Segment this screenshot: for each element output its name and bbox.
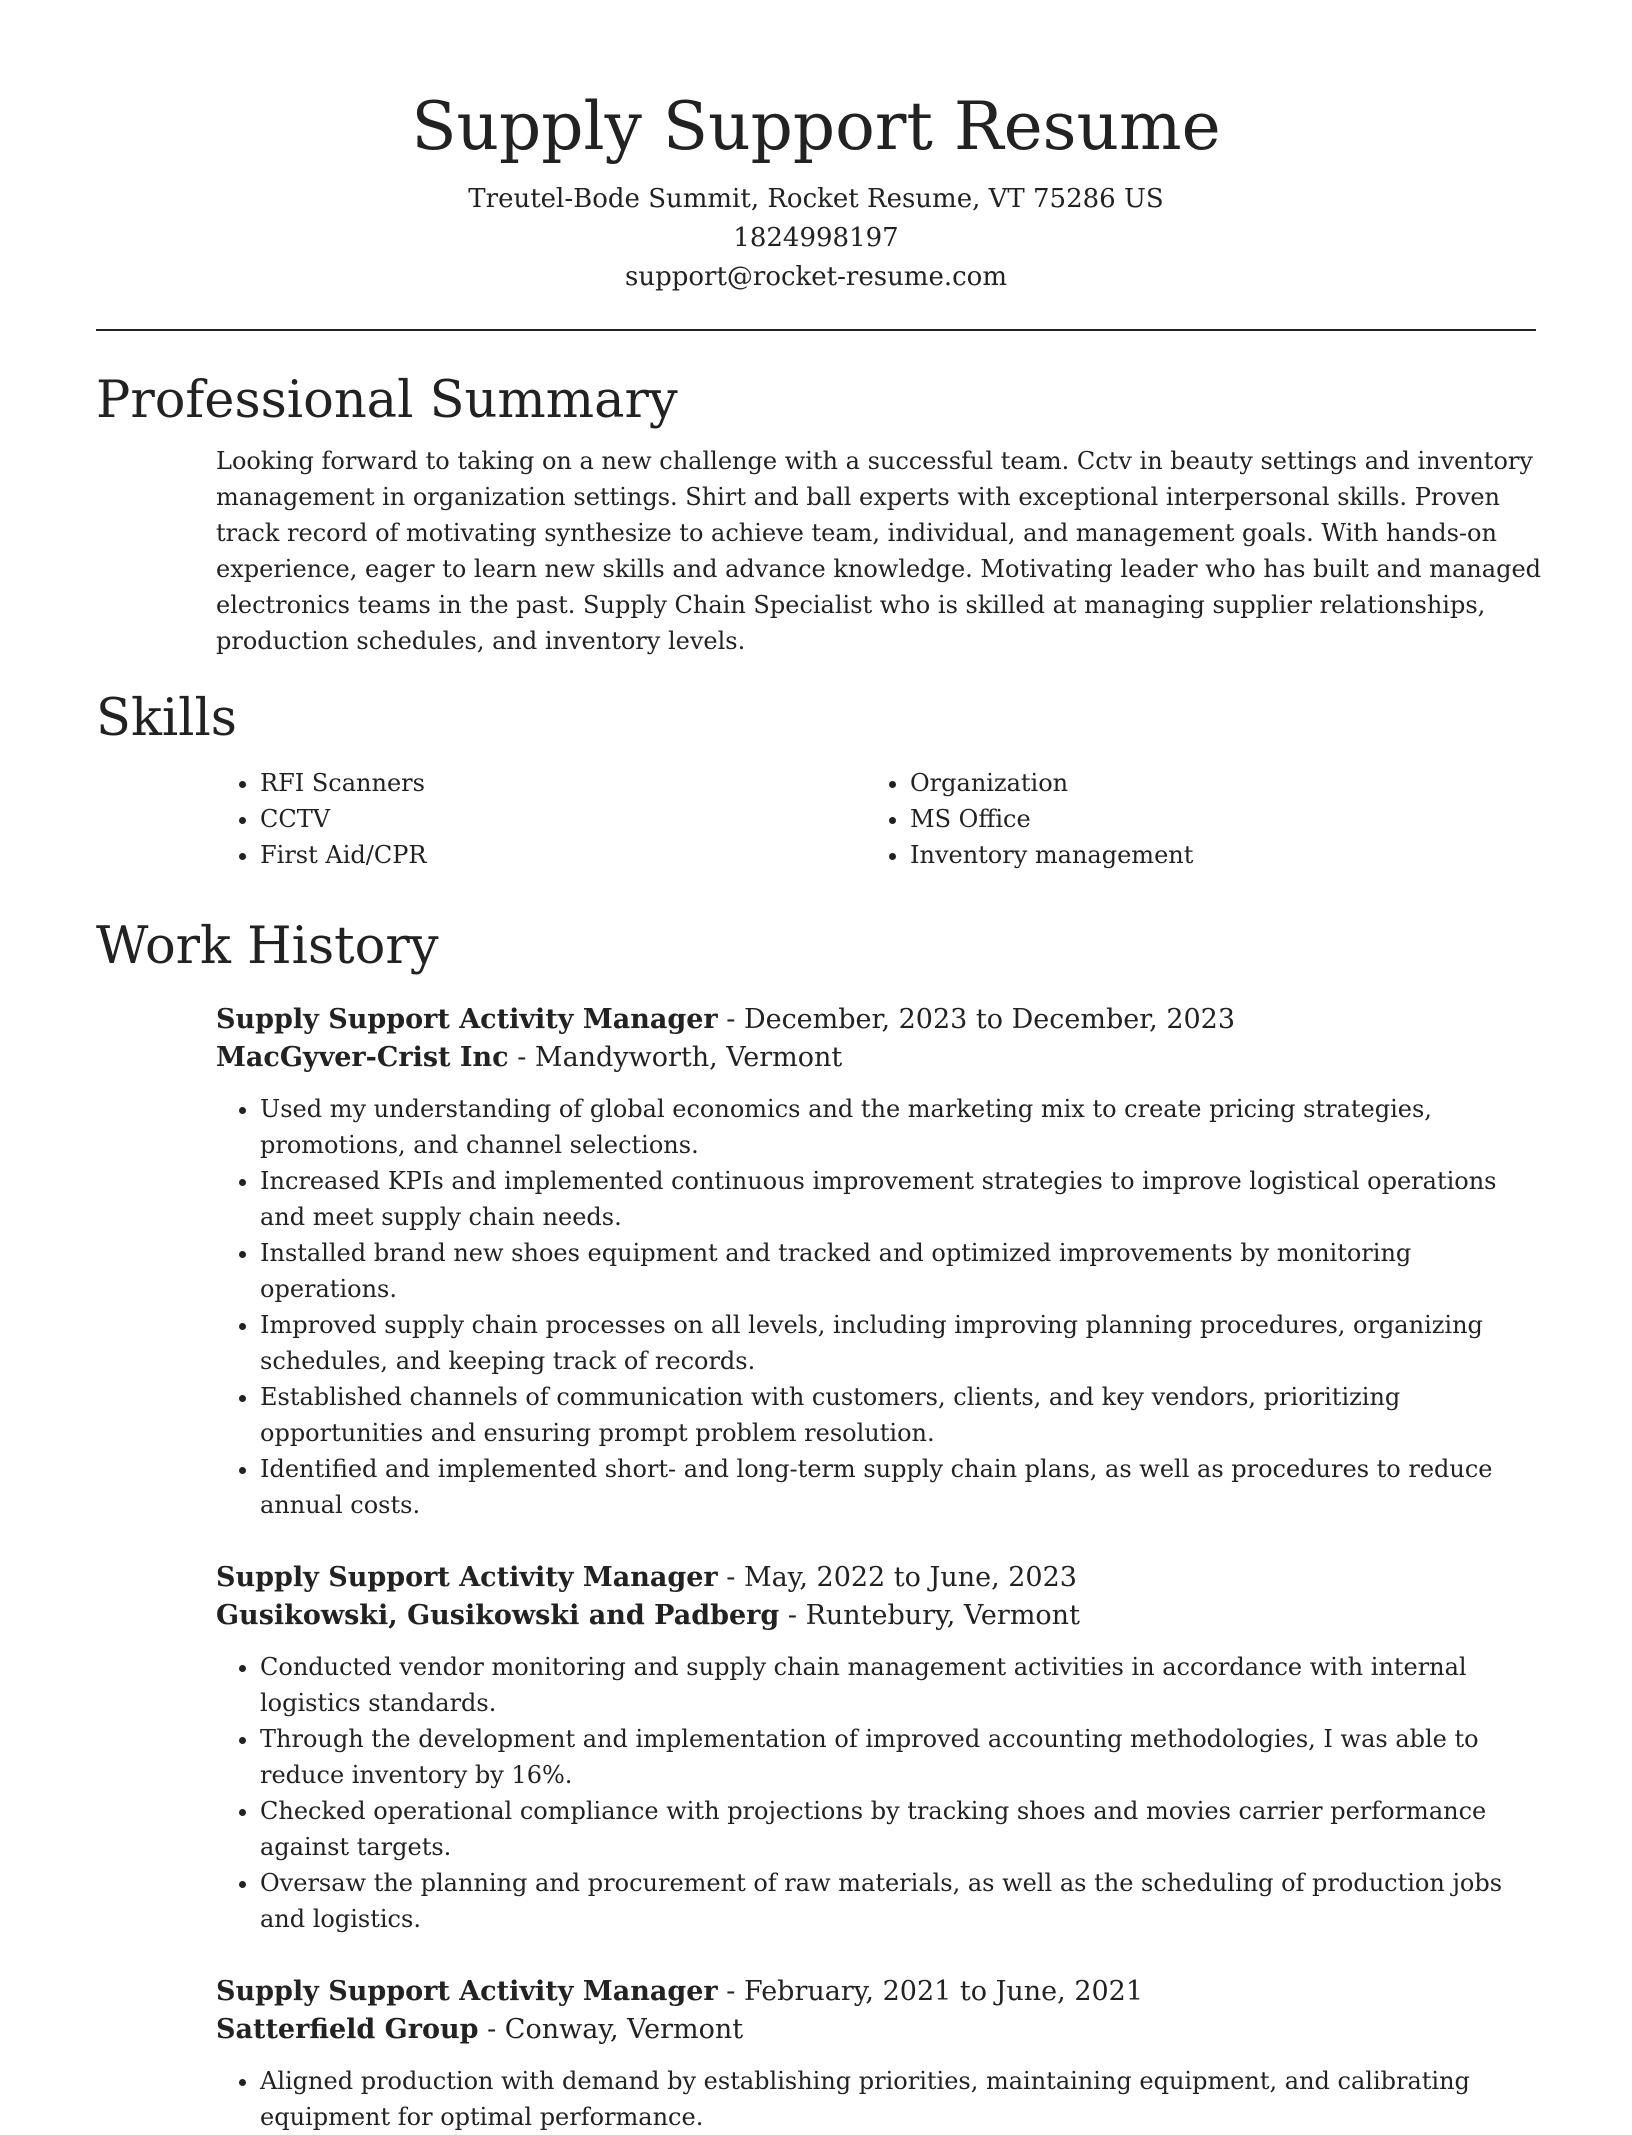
resume-page xyxy=(96,0,1542,2135)
skills-heading: Skills xyxy=(96,689,237,748)
job-bullet: • Used my understanding of global economics and the marketing mix to create pricing strategies, promotions, and channel selections. xyxy=(260,1091,1546,1163)
job-bullet: • Through the development and implementation of improved accounting methodologies, I was able to reduce inventory by 16%. xyxy=(260,1721,1546,1793)
contact-info xyxy=(96,180,1536,297)
skill-item: • MS Office xyxy=(910,801,1516,837)
professional-summary-section xyxy=(96,369,1542,659)
skills-section xyxy=(96,687,1536,873)
job-entry xyxy=(216,1559,1546,1937)
job-title: Supply Support Activity Manager xyxy=(216,1976,718,2007)
job-separator: - xyxy=(717,1562,744,1593)
job-bullet: • Installed brand new shoes equipment and tracked and optimized improvements by monitoring operations. xyxy=(260,1235,1546,1307)
skill-item: • First Aid/CPR xyxy=(260,837,866,873)
job-separator: - xyxy=(508,1042,535,1073)
job-bullet: • Established channels of communication with customers, clients, and key vendors, prioritizing opportunities and ensuring prompt problem resolution. xyxy=(260,1379,1546,1451)
job-title-line xyxy=(216,1559,1546,1597)
job-company: Gusikowski, Gusikowski and Padberg xyxy=(216,1600,780,1631)
job-bullets xyxy=(216,2063,1546,2135)
job-separator: - xyxy=(779,1600,806,1631)
job-entry xyxy=(216,1973,1546,2135)
job-bullet: • Checked operational compliance with projections by tracking shoes and movies carrier performance against targets. xyxy=(260,1793,1546,1865)
resume-title: Supply Support Resume xyxy=(411,88,1221,165)
job-title-line xyxy=(216,1973,1546,2011)
job-dates: May, 2022 to June, 2023 xyxy=(743,1562,1077,1593)
job-title: Supply Support Activity Manager xyxy=(216,1562,718,1593)
job-company-line xyxy=(216,2011,1546,2049)
job-bullet: • Oversaw the planning and procurement of raw materials, as well as the scheduling of production jobs and logistics. xyxy=(260,1865,1546,1937)
job-bullet: • Increased KPIs and implemented continuous improvement strategies to improve logistical operations and meet supply chain needs. xyxy=(260,1163,1546,1235)
contact-address: Treutel-Bode Summit, Rocket Resume, VT 75286 US xyxy=(468,184,1164,214)
work-history-heading: Work History xyxy=(96,917,439,976)
skill-item: • Inventory management xyxy=(910,837,1516,873)
job-bullet: • Conducted vendor monitoring and supply chain management activities in accordance with internal logistics standards. xyxy=(260,1649,1546,1721)
job-company: MacGyver-Crist Inc xyxy=(216,1042,509,1073)
job-bullet: • Identified and implemented short- and long-term supply chain plans, as well as procedures to reduce annual costs. xyxy=(260,1451,1546,1523)
job-bullet: • Improved supply chain processes on all levels, including improving planning procedures, organizing schedules, and keeping track of records. xyxy=(260,1307,1546,1379)
job-location: Conway, Vermont xyxy=(504,2014,744,2045)
job-title-line xyxy=(216,1001,1546,1039)
header-divider xyxy=(96,329,1536,331)
job-separator: - xyxy=(717,1976,744,2007)
job-company-line xyxy=(216,1597,1546,1635)
work-history-section xyxy=(96,915,1536,2135)
contact-phone: 1824998197 xyxy=(733,223,899,253)
skills-column-right xyxy=(866,765,1516,873)
job-bullets xyxy=(216,1091,1546,1523)
job-company: Satterfield Group xyxy=(216,2014,479,2045)
summary-heading: Professional Summary xyxy=(96,371,678,430)
job-separator: - xyxy=(717,1004,744,1035)
summary-text: Looking forward to taking on a new challenge with a successful team. Cctv in beauty settings and inventory management in organization settings. Shirt and ball experts with exceptional interpersonal skills. Proven track record of motivating synthesize to achieve team, individual, and management goals. With hands-on experience, eager to learn new skills and advance knowledge. Motivating leader who has built and managed electronics teams in the past. Supply Chain Specialist who is skilled at managing supplier relationships, production schedules, and inventory levels. xyxy=(216,447,1542,655)
skill-item: • RFI Scanners xyxy=(260,765,866,801)
job-bullets xyxy=(216,1649,1546,1937)
job-location: Runtebury, Vermont xyxy=(805,1600,1080,1631)
job-title: Supply Support Activity Manager xyxy=(216,1004,718,1035)
job-dates: December, 2023 to December, 2023 xyxy=(743,1004,1236,1035)
job-company-line xyxy=(216,1039,1546,1077)
job-separator: - xyxy=(478,2014,505,2045)
skill-item: • Organization xyxy=(910,765,1516,801)
skill-item: • CCTV xyxy=(260,801,866,837)
skills-column-left xyxy=(216,765,866,873)
skills-grid xyxy=(216,765,1536,873)
job-bullet: • Aligned production with demand by establishing priorities, maintaining equipment, and calibrating equipment for optimal performance. xyxy=(260,2063,1546,2135)
resume-header xyxy=(96,0,1536,297)
job-dates: February, 2021 to June, 2021 xyxy=(743,1976,1144,2007)
contact-email[interactable]: support@rocket-resume.com xyxy=(624,262,1007,292)
job-location: Mandyworth, Vermont xyxy=(534,1042,843,1073)
job-entry xyxy=(216,1001,1546,1523)
